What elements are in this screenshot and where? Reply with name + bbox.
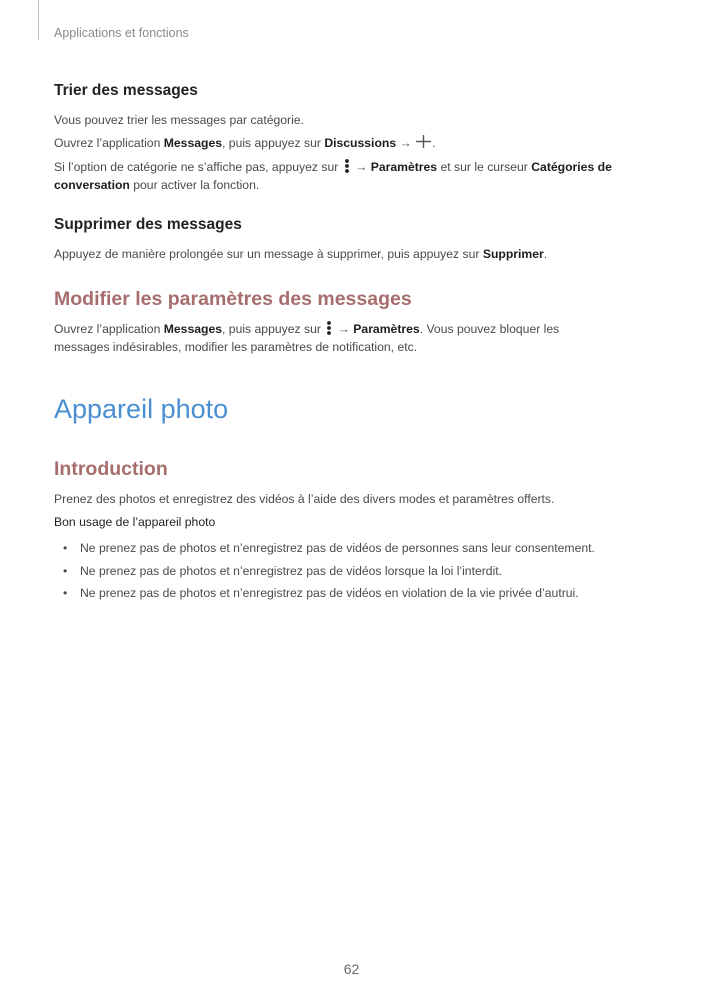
list-item: • Ne prenez pas de photos et n’enregistrez pas de vidéos lorsque la loi l’interdit.	[63, 563, 503, 578]
messages-app-label: Messages	[163, 322, 223, 336]
settings-label: Paramètres	[370, 160, 438, 174]
introduction-text: Prenez des photos et enregistrez des vidéos à l’aide des divers modes et paramètres offerts.	[54, 492, 555, 506]
bullet: •	[63, 563, 68, 578]
bullet: •	[63, 586, 68, 600]
settings-label: Paramètres	[353, 322, 420, 336]
introduction-heading: Introduction	[54, 458, 168, 480]
sort-heading: Trier des messages	[54, 82, 198, 99]
messages-app-label: Messages	[163, 136, 223, 150]
delete-instructions: Appuyez de manière prolongée sur un message à supprimer, puis appuyez sur Supprimer.	[54, 247, 548, 261]
delete-heading: Supprimer des messages	[54, 216, 242, 233]
discussions-label: Discussions	[324, 136, 397, 150]
plus-icon	[416, 135, 431, 148]
page-number: 62	[343, 961, 360, 977]
more-options-icon	[325, 321, 333, 335]
list-item: • Ne prenez pas de photos et n’enregistrez pas de vidéos de personnes sans leur consentement.	[63, 541, 595, 555]
sort-instructions: Ouvrez l’application Messages, puis appuyez sur Discussions → .	[54, 136, 436, 150]
settings-heading: Modifier les paramètres des messages	[54, 288, 412, 310]
delete-label: Supprimer	[482, 247, 544, 261]
usage-list	[54, 539, 654, 607]
running-head: Applications et fonctions	[54, 26, 189, 40]
header-rule	[38, 0, 39, 40]
chapter-title: Appareil photo	[54, 394, 229, 424]
bullet: •	[63, 541, 68, 555]
list-item: • Ne prenez pas de photos et n’enregistrez pas de vidéos en violation de la vie privée d’autrui.	[63, 586, 579, 600]
conversation-categories-label: Catégories de conversation	[54, 160, 612, 192]
usage-heading: Bon usage de l’appareil photo	[54, 515, 216, 529]
more-options-icon	[343, 159, 351, 173]
settings-instructions: Ouvrez l’application Messages, puis appuyez sur → Paramètres. Vous pouvez bloquer les messages indésirables, modifier les paramètres de notification, etc.	[54, 322, 560, 354]
sort-intro: Vous pouvez trier les messages par catégorie.	[54, 113, 304, 127]
sort-category-note: Si l’option de catégorie ne s’affiche pas, appuyez sur → Paramètres et sur le curseur Catégories de conversation pour activer la fonction.	[54, 160, 612, 192]
